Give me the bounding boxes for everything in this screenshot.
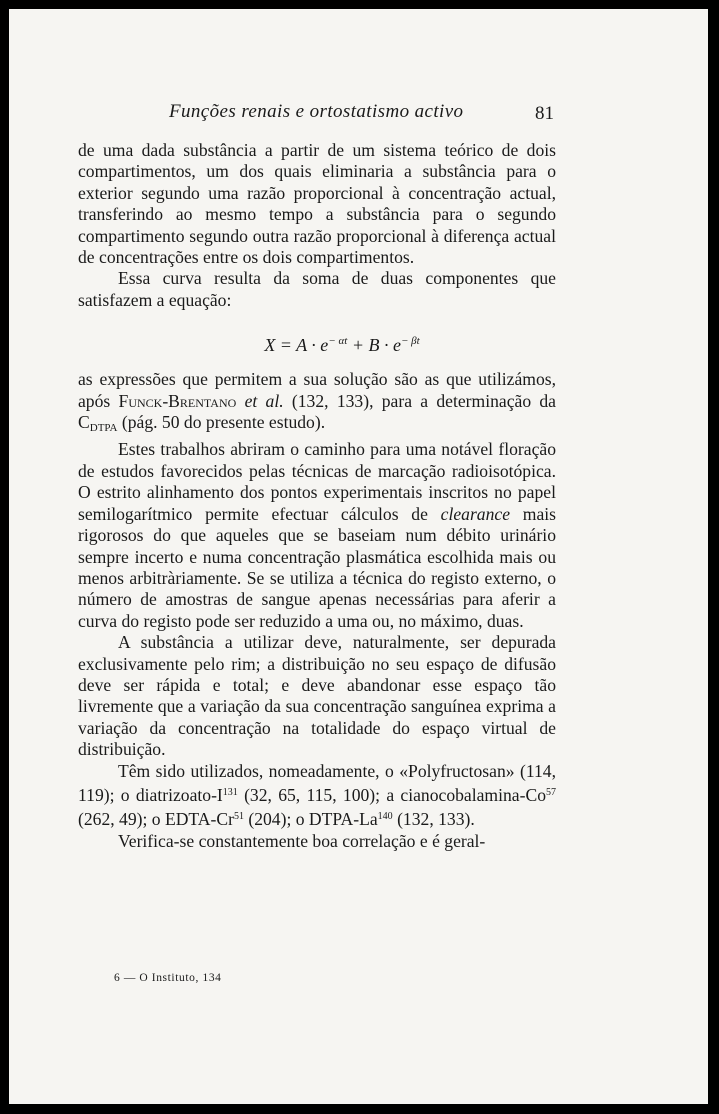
equation-exponent-beta: − βt [400, 335, 420, 348]
p3-text-a: as expressões que permitem a sua solução são as que utilizámos, após [78, 369, 556, 411]
body-text [78, 140, 556, 852]
p6-text-d: (204); o DTPA-La [243, 809, 378, 830]
equation-lhs: X = A · e [264, 335, 329, 356]
running-header [9, 101, 708, 131]
paragraph-6 [78, 761, 556, 831]
p6-text-a: Têm sido utilizados, nomeadamente, o «Polyfructosan» (114, 119); o diatrizoato-I [78, 760, 556, 805]
paragraph-4 [78, 439, 556, 632]
isotope-i131: 131 [222, 786, 238, 798]
p3-text-b: (132, 133), para a determinação da C [78, 390, 556, 433]
isotope-co57: 57 [546, 786, 556, 798]
p4-text-a: Estes trabalhos abriram o caminho para uma notável floração de estudos favorecidos pelas técnicas de marcação radioisotópica. O estrito alinhamento dos pontos experimentais inscritos no papel semilogarítmico permite efectuar cálculos de [78, 439, 556, 524]
paragraph-5: A substância a utilizar deve, naturalmente, ser depurada exclusivamente pelo rim; a distribuição no seu espaço de difusão deve ser rápida e total; e deve abandonar esse espaço tão livremente que a variação da sua concentração sanguínea exprima a variação da concentração na totalidade do espaço virtual de distribuição. [78, 632, 556, 760]
signature-footer: 6 — O Instituto, 134 [114, 972, 222, 984]
document-page [9, 9, 708, 1104]
clearance-term: clearance [440, 503, 511, 524]
paragraph-3 [78, 369, 556, 439]
dtpa-subscript: DTPA [89, 422, 118, 435]
isotope-cr51: 51 [233, 811, 244, 823]
paragraph-1: de uma dada substância a partir de um sistema teórico de dois compartimentos, um dos quais eliminaria a substância para o exterior segundo uma razão proporcional à concentração actual, transferindo ao mesmo tempo a substância para o segundo compartimento segundo outra razão proporcional à diferença actual de concentrações entre os dois compartimentos. [78, 140, 556, 268]
paragraph-7: Verifica-se constantemente boa correlação e é geral- [118, 830, 486, 851]
p4-text-b: mais rigorosos do que aqueles que se baseiam num débito urinário sempre incerto e numa concentração plasmática escolhida mais ou menos arbitràriamente. Se se utiliza a técnica do registo externo, o número de amostras de sangue apenas necessárias para aferir a curva do registo pode ser reduzido a uma ou, no máximo, duas. [78, 503, 556, 631]
page-number: 81 [535, 103, 554, 124]
author-name: Funck-Brentano [118, 390, 237, 411]
p6-text-e: (132, 133). [392, 809, 475, 830]
p6-text-c: (262, 49); o EDTA-Cr [78, 809, 234, 830]
paragraph-2: Essa curva resulta da soma de duas componentes que satisfazem a equação: [78, 268, 556, 310]
et-al: et al. [244, 390, 284, 411]
equation [128, 317, 556, 365]
p3-text-c: (pág. 50 do presente estudo). [117, 412, 326, 433]
p6-text-b: (32, 65, 115, 100); a cianocobalamina-Co [237, 784, 546, 805]
equation-mid: + B · e [347, 335, 401, 356]
equation-exponent-alpha: − αt [328, 335, 348, 348]
isotope-la140: 140 [377, 811, 393, 823]
running-title: Funções renais e ortostatismo activo [169, 101, 464, 122]
